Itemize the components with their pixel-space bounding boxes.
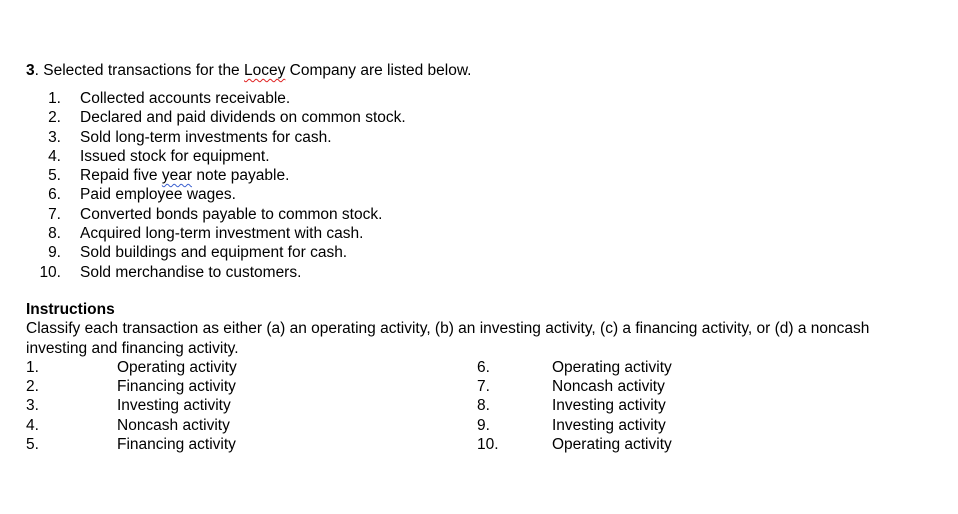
answer-text: Financing activity	[117, 435, 236, 453]
answer-number: 6.	[477, 359, 490, 376]
grammar-flagged-word: year	[161, 167, 193, 185]
list-item	[26, 147, 270, 166]
transaction-list	[26, 89, 406, 282]
list-item	[26, 243, 348, 262]
item-text: Converted bonds payable to common stock.	[80, 205, 383, 223]
item-text: Sold merchandise to customers.	[80, 263, 302, 281]
item-text: Declared and paid dividends on common stock.	[80, 109, 406, 127]
answer-text: Operating activity	[552, 435, 672, 453]
answer-number: 5.	[26, 435, 39, 453]
item-number: 3.	[48, 128, 61, 146]
answer-text: Noncash activity	[117, 416, 230, 434]
answer-text: Investing activity	[552, 397, 666, 415]
item-number: 9.	[48, 244, 61, 262]
answer-number: 2.	[26, 378, 39, 396]
item-text: Acquired long-term investment with cash.	[80, 225, 364, 243]
instructions-text: Classify each transaction as either (a) an operating activity, (b) an investing activity, (c) a financing activity, or (d) a noncash investing and financing activity.	[26, 320, 870, 357]
item-text: Paid employee wages.	[80, 186, 236, 204]
answer-text: Operating activity	[117, 359, 237, 376]
item-text: Collected accounts receivable.	[80, 90, 291, 107]
item-text: Issued stock for equipment.	[80, 147, 270, 165]
item-number: 6.	[48, 186, 61, 204]
item-number: 1.	[48, 90, 61, 107]
item-number: 5.	[48, 167, 61, 185]
item-number: 10.	[39, 263, 61, 281]
heading-text-after: Company are listed below.	[285, 62, 472, 79]
list-item	[26, 224, 364, 243]
instructions-title: Instructions	[26, 301, 115, 318]
answer-text: Investing activity	[552, 416, 666, 434]
item-text-before: Repaid five	[80, 167, 162, 185]
answer-number: 3.	[26, 397, 39, 415]
answer-text: Operating activity	[552, 359, 672, 376]
answer-text: Financing activity	[117, 378, 236, 396]
answer-text: Noncash activity	[552, 378, 665, 396]
answer-number: 10.	[477, 435, 499, 453]
list-item	[26, 263, 302, 282]
list-item	[26, 205, 383, 224]
item-text: Sold long-term investments for cash.	[80, 128, 332, 146]
answer-number: 8.	[477, 397, 490, 415]
item-number: 7.	[48, 205, 61, 223]
item-number: 8.	[48, 225, 61, 243]
list-item	[26, 89, 291, 108]
item-text	[80, 166, 289, 185]
list-item	[26, 108, 406, 127]
answer-number: 7.	[477, 378, 490, 396]
answer-text: Investing activity	[117, 397, 231, 415]
list-item	[26, 128, 332, 147]
heading-text-before: . Selected transactions for the	[34, 62, 244, 79]
item-number: 2.	[48, 109, 61, 127]
item-text: Sold buildings and equipment for cash.	[80, 244, 348, 262]
item-number: 4.	[48, 147, 61, 165]
question-heading	[26, 61, 471, 80]
answer-number: 9.	[477, 416, 490, 434]
list-item	[26, 185, 236, 204]
answer-number: 4.	[26, 416, 39, 434]
question-number: 3	[26, 62, 35, 79]
answer-number: 1.	[26, 359, 39, 376]
list-item	[26, 166, 290, 185]
company-name-misspelled: Locey	[244, 62, 286, 79]
item-text-after: note payable.	[192, 167, 290, 185]
